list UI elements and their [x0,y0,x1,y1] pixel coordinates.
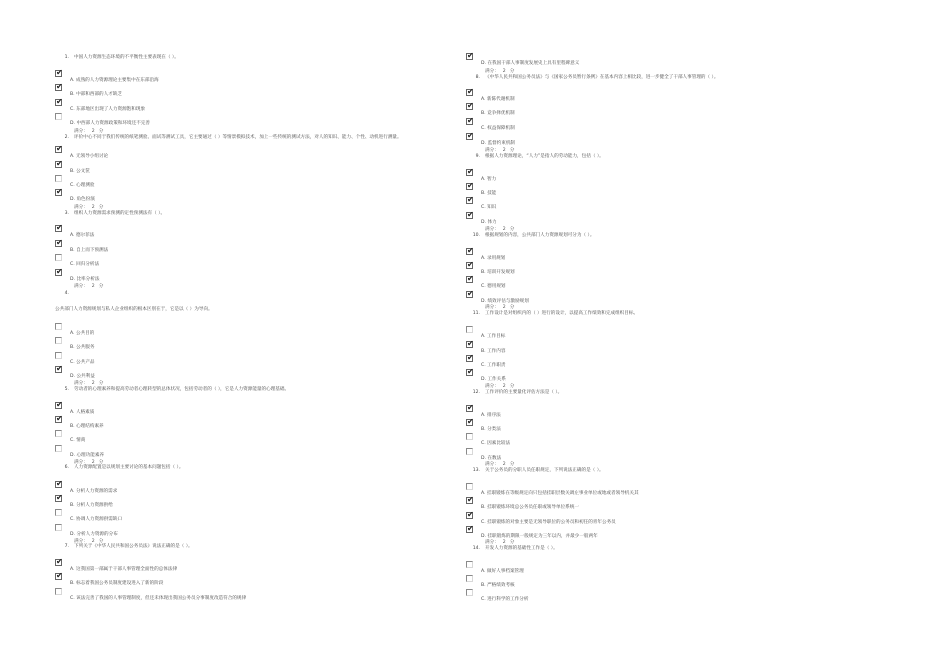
answer-option-label: C. 公共产品 [70,360,95,365]
answer-option-label: B. 分析人力资源供给 [70,503,113,508]
answer-checkbox[interactable] [466,483,473,490]
answer-checkbox[interactable] [466,291,473,298]
question-stem: 《中华人民共和国公务员法》与《国家公务员暂行条例》在基本内容上相比较，进一步健全了干部人事管理的（ ）。 [485,75,719,80]
answer-option-label: A. 工作目标 [481,334,506,339]
answer-checkbox[interactable] [466,448,473,455]
answer-checkbox[interactable] [466,89,473,96]
question-text [466,468,604,474]
answer-option-label: D. 角色扮演 [70,197,95,202]
answer-checkbox[interactable] [55,240,62,247]
score-label: 满分： [485,305,499,310]
answer-checkbox[interactable] [55,588,62,595]
answer-option-label: C. 该法完善了我国的人事管理制度，但还未体现出我国公务员分事制度改造符合的规律 [70,596,247,601]
question-stem: 组织人力资源需求预测的定性预测法有（ ）。 [74,211,166,216]
answer-checkbox[interactable] [55,70,62,77]
score-unit: 分 [509,148,515,153]
answer-checkbox[interactable] [55,113,62,120]
answer-option-label: D. 在我国干部人事制度发展史上具有里程碑意义 [481,61,580,66]
score-unit: 分 [509,540,515,545]
answer-checkbox[interactable] [55,524,62,531]
answer-option-label: C. 进行科学的工作分析 [481,597,529,602]
answer-checkbox[interactable] [466,419,473,426]
answer-option-label: D. 心理功能素养 [70,453,105,458]
answer-option-label: C. 心理测验 [70,183,95,188]
answer-checkbox[interactable] [55,269,62,276]
answer-option-label: A. 德尔菲法 [70,233,95,238]
answer-option-label: A. 挂职锻炼在等级规定向只包括挂职层数关调左事业单位或地或者领导机关其 [481,491,639,496]
question-number: 5. [64,387,69,392]
answer-option-label: D. 工作关系 [481,377,506,382]
score-label: 满分： [485,462,499,467]
answer-checkbox[interactable] [55,161,62,168]
score-label: 满分： [485,384,499,389]
answer-checkbox[interactable] [466,369,473,376]
score-unit: 分 [509,227,515,232]
score-unit: 分 [509,305,515,310]
answer-checkbox[interactable] [466,575,473,582]
score-value: 2 [91,381,95,386]
answer-option-label: D. 监督约束机制 [481,141,516,146]
score-label: 满分： [485,148,499,153]
answer-option-label: A. 智力 [481,177,497,182]
question-stem: 根据规划的内容，公共部门人力资源规划可分为（ ）。 [485,233,595,238]
answer-checkbox[interactable] [466,341,473,348]
question-number: 14. [472,546,480,551]
answer-option-label: B. 公共服务 [70,345,95,350]
score-label: 满分： [74,284,88,289]
answer-checkbox[interactable] [55,559,62,566]
score-unit: 分 [509,384,515,389]
score-value: 2 [91,205,95,210]
question-number: 7. [64,544,69,549]
answer-checkbox[interactable] [55,337,62,344]
score-label: 满分： [74,205,88,210]
answer-checkbox[interactable] [55,99,62,106]
answer-option-label: B. 自上而下预测法 [70,248,109,253]
score-value: 2 [502,540,506,545]
question-text [466,233,594,239]
answer-checkbox[interactable] [466,497,473,504]
left-column [55,0,475,672]
answer-option-label: B. 工作内容 [481,349,506,354]
answer-checkbox[interactable] [55,146,62,153]
question-text [466,75,718,81]
question-text [55,211,165,217]
answer-checkbox[interactable] [55,495,62,502]
score-unit: 分 [509,462,515,467]
answer-checkbox[interactable] [55,402,62,409]
answer-option-label: C. 工作职责 [481,363,506,368]
score-value: 2 [91,460,95,465]
answer-option-label: C. 东部地区出现了人力资源饱和现象 [70,107,146,112]
score-value: 2 [502,384,506,389]
answer-option-label: B. 竞争择优机制 [481,111,515,116]
score-label: 满分： [74,460,88,465]
answer-checkbox[interactable] [55,323,62,330]
question-text [55,55,179,61]
answer-option-label: D. 在数法 [481,456,502,461]
answer-option-label: B. 分类法 [481,427,501,432]
question-number: 1. [64,55,69,60]
answer-checkbox[interactable] [466,197,473,204]
score-value: 2 [91,539,95,544]
answer-checkbox[interactable] [466,526,473,533]
question-stem: 劳动者的心理素养和提高劳动者心理转型的总体状况，包括劳动者的（ ），它是人力资源能量的心理基础。 [74,387,290,392]
answer-option-label: A. 新陈代谢机制 [481,97,515,102]
question-number: 2. [64,135,69,140]
question-number: 12. [472,390,480,395]
question-stem: 根据人力资源理论，“人力”是指人的劳动能力，包括（ ）。 [485,154,604,159]
score-line [55,284,107,290]
answer-checkbox[interactable] [466,183,473,190]
question-stem: 工作评价的主要量化评估方法是（ ）。 [485,390,563,395]
answer-checkbox[interactable] [55,445,62,452]
answer-option-label: A. 成熟的人力资源理论主要集中在东部沿海 [70,78,159,83]
score-value: 2 [91,129,95,134]
answer-option-label: D. 分析人力资源的分布 [70,532,118,537]
answer-checkbox[interactable] [466,355,473,362]
answer-checkbox[interactable] [466,103,473,110]
question-number: 6. [64,465,69,470]
answer-checkbox[interactable] [466,326,473,333]
score-label: 满分： [485,540,499,545]
answer-option-label: C. 知识 [481,205,497,210]
score-label: 满分： [74,381,88,386]
answer-checkbox[interactable] [55,189,62,196]
answer-checkbox[interactable] [466,248,473,255]
answer-checkbox[interactable] [55,352,62,359]
answer-checkbox[interactable] [55,573,62,580]
answer-checkbox[interactable] [55,254,62,261]
answer-option-label: C. 德用规划 [481,284,506,289]
right-column [466,0,886,672]
question-text [55,465,183,471]
question-number: 10. [472,233,480,238]
score-unit: 分 [98,284,104,289]
answer-option-label: A. 这我国第一部属于干部人事管理全面性的总体法律 [70,567,178,572]
score-value: 2 [502,462,506,467]
question-text [466,311,638,317]
question-stem: 评价中心不同于我们传统的纸笔测验、面试等测试工具，它主要通过（ ）等情景模拟技术，加上一些传统的测试方法，对人的知识、能力、个性、动机进行测量。 [74,135,402,140]
answer-option-label: C. 情商 [70,438,86,443]
answer-checkbox[interactable] [466,512,473,519]
score-unit: 分 [98,539,104,544]
answer-option-label: C. 权益保障机制 [481,126,515,131]
question-number: 3. [64,211,69,216]
answer-checkbox[interactable] [466,53,473,60]
score-label: 满分： [74,129,88,134]
score-unit: 分 [98,460,104,465]
answer-checkbox[interactable] [466,433,473,440]
answer-option-label: D. 体力 [481,220,497,225]
answer-checkbox[interactable] [466,133,473,140]
answer-checkbox[interactable] [466,212,473,219]
score-value: 2 [91,284,95,289]
answer-option-label: B. 严格绩效考核 [481,583,515,588]
score-value: 2 [502,69,506,74]
answer-option-label: A. 录用规划 [481,256,506,261]
score-unit: 分 [509,69,515,74]
answer-option-label: A. 无领导小组讨论 [70,154,109,159]
answer-option-label: D. 比率分析法 [70,277,100,282]
score-label: 满分： [485,69,499,74]
answer-checkbox[interactable] [466,262,473,269]
answer-option-label: B. 中部和西部的人才缺乏 [70,92,123,97]
question-stem: 人力资源配置是以规划主要讨论的基本问题包括（ ）。 [74,465,184,470]
answer-option-label: D. 中西部人力资源政策和环境还不完善 [70,121,150,126]
answer-option-label: A. 做好人事档案管理 [481,569,524,574]
answer-checkbox[interactable] [55,509,62,516]
score-value: 2 [502,148,506,153]
answer-option-label: A. 分析人力资源的需求 [70,489,118,494]
question-number: 4. [64,291,69,296]
answer-checkbox[interactable] [55,225,62,232]
answer-checkbox[interactable] [466,405,473,412]
question-number: 9. [475,154,480,159]
question-stem: 关于公务员的分职人员任职规定，下列说法正确的是（ ）。 [485,468,604,473]
answer-checkbox[interactable] [466,561,473,568]
question-number: 13. [472,468,480,473]
question-text [466,390,562,396]
question-text [55,387,289,393]
score-label: 满分： [74,539,88,544]
answer-option-label: C. 挂职锻炼的对象主要是无领导职位的公务员和初任的青年公务员 [481,520,616,525]
answer-option-label: D. 挂职锻炼的期限一般规定为三年以内，并最少一般两年 [481,534,598,539]
score-value: 2 [502,227,506,232]
answer-option-label: B. 挂职锻炼环境总公务员任职或领导单位系统一 [481,505,579,510]
question-text [466,546,558,552]
answer-checkbox[interactable] [55,84,62,91]
score-value: 2 [502,305,506,310]
question-text [55,544,193,550]
score-unit: 分 [98,381,104,386]
answer-option-label: B. 标志着我国公务员制度建设进入了新的阶段 [70,581,164,586]
answer-option-label: A. 排序法 [481,413,501,418]
answer-checkbox[interactable] [55,481,62,488]
score-unit: 分 [98,205,104,210]
score-unit: 分 [98,129,104,134]
answer-option-label: B. 技能 [481,191,497,196]
answer-checkbox[interactable] [466,589,473,596]
answer-checkbox[interactable] [55,366,62,373]
answer-checkbox[interactable] [55,430,62,437]
answer-option-label: B. 公文筐 [70,169,90,174]
question-stem: 公共部门人力资源规划与私人企业组织的根本区别在于，它是以（ ）为导向。 [55,307,213,312]
answer-option-label: A. 公共目的 [70,331,95,336]
question-stem: 工作设计是对组织内的（ ）进行的设计，以提高工作绩效和完成组织目标。 [485,311,639,316]
answer-checkbox[interactable] [55,416,62,423]
answer-option-label: C. 因素比较法 [481,441,511,446]
question-number: 11. [472,311,480,316]
answer-option-label: B. 心理结构素养 [70,424,104,429]
answer-option-label: D. 绩效评估与激励规划 [481,299,529,304]
question-stem: 中国人力资源生态环境的不平衡性主要表现在（ ）。 [74,55,179,60]
question-text [55,135,402,141]
answer-option-label: C. 回归分析法 [70,262,100,267]
answer-checkbox[interactable] [466,118,473,125]
question-stem: 开发人力资源的基础性工作是（ ）。 [485,546,558,551]
answer-option-label: C. 协调人力资源供需缺口 [70,517,123,522]
question-number: 8. [475,75,480,80]
answer-checkbox[interactable] [466,169,473,176]
answer-option-label: B. 培训开发规划 [481,270,515,275]
question-text [55,291,74,297]
answer-option-label: D. 公共利益 [70,374,95,379]
answer-option-label: A. 人格素质 [70,410,95,415]
answer-checkbox[interactable] [466,276,473,283]
question-stem: 下列关于《中华人民共和国公务员法》说法正确的是（ ）。 [74,544,193,549]
question-text [466,154,604,160]
score-label: 满分： [485,227,499,232]
answer-checkbox[interactable] [55,175,62,182]
